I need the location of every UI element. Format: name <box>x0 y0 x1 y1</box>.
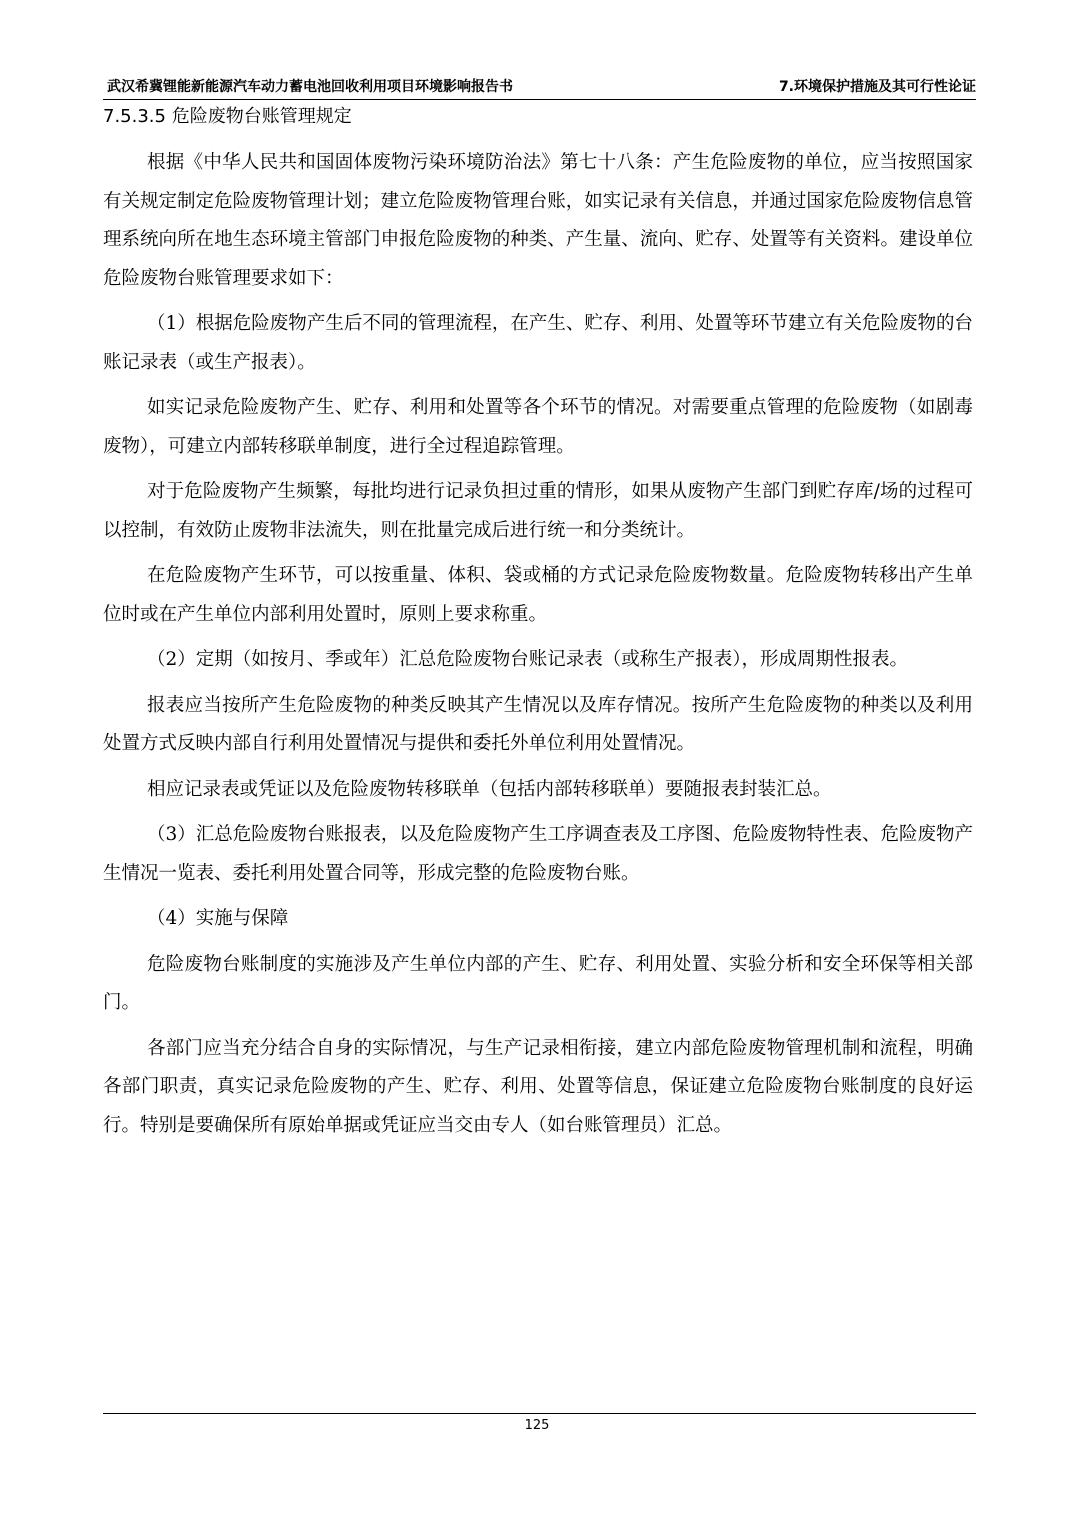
paragraph: 对于危险废物产生频繁，每批均进行记录负担过重的情形，如果从废物产生部门到贮存库/场的过程可以控制，有效防止废物非法流失，则在批量完成后进行统一和分类统计。 <box>103 481 973 541</box>
paragraph: （4）实施与保障 <box>147 908 289 929</box>
paragraph: 相应记录表或凭证以及危险废物转移联单（包括内部转移联单）要随报表封装汇总。 <box>147 778 832 800</box>
section-heading: 7.5.3.5 危险废物台账管理规定 <box>103 106 352 127</box>
page-number: 125 <box>524 1418 550 1433</box>
paragraph: （3）汇总危险废物台账报表，以及危险废物产生工序调查表及工序图、危险废物特性表、危险废物产生情况一览表、委托利用处置合同等，形成完整的危险废物台账。 <box>103 824 973 884</box>
header-divider <box>103 99 976 100</box>
paragraph: 报表应当按所产生危险废物的种类反映其产生情况以及库存情况。按所产生危险废物的种类以及利用处置方式反映内部自行利用处置情况与提供和委托外单位利用处置情况。 <box>103 694 973 754</box>
body-text <box>103 144 973 1145</box>
paragraph: （2）定期（如按月、季或年）汇总危险废物台账记录表（或称生产报表），形成周期性报表。 <box>147 649 909 670</box>
footer-divider <box>103 1413 976 1414</box>
paragraph: 各部门应当充分结合自身的实际情况，与生产记录相衔接，建立内部危险废物管理机制和流程，明确各部门职责，真实记录危险废物的产生、贮存、利用、处置等信息，保证建立危险废物台账制度的良好运行。特别是要确保所有原始单据或凭证应当交由专人（如台账管理员）汇总。 <box>103 1037 973 1136</box>
paragraph: （1）根据危险废物产生后不同的管理流程，在产生、贮存、利用、处置等环节建立有关危险废物的台账记录表（或生产报表）。 <box>103 313 973 373</box>
header-chapter-title: 7.环境保护措施及其可行性论证 <box>778 79 976 95</box>
paragraph: 危险废物台账制度的实施涉及产生单位内部的产生、贮存、利用处置、实验分析和安全环保等相关部门。 <box>103 953 973 1013</box>
paragraph: 根据《中华人民共和国固体废物污染环境防治法》第七十八条：产生危险废物的单位，应当按照国家有关规定制定危险废物管理计划；建立危险废物管理台账，如实记录有关信息，并通过国家危险废物信息管理系统向所在地生态环境主管部门申报危险废物的种类、产生量、流向、贮存、处置等有关资料。建设单位危险废物台账管理要求如下： <box>103 152 973 289</box>
page-header <box>103 76 976 98</box>
paragraph: 在危险废物产生环节，可以按重量、体积、袋或桶的方式记录危险废物数量。危险废物转移出产生单位时或在产生单位内部利用处置时，原则上要求称重。 <box>103 565 973 625</box>
paragraph: 如实记录危险废物产生、贮存、利用和处置等各个环节的情况。对需要重点管理的危险废物（如剧毒废物），可建立内部转移联单制度，进行全过程追踪管理。 <box>103 397 973 457</box>
header-report-title: 武汉希冀锂能新能源汽车动力蓄电池回收利用项目环境影响报告书 <box>107 79 513 95</box>
